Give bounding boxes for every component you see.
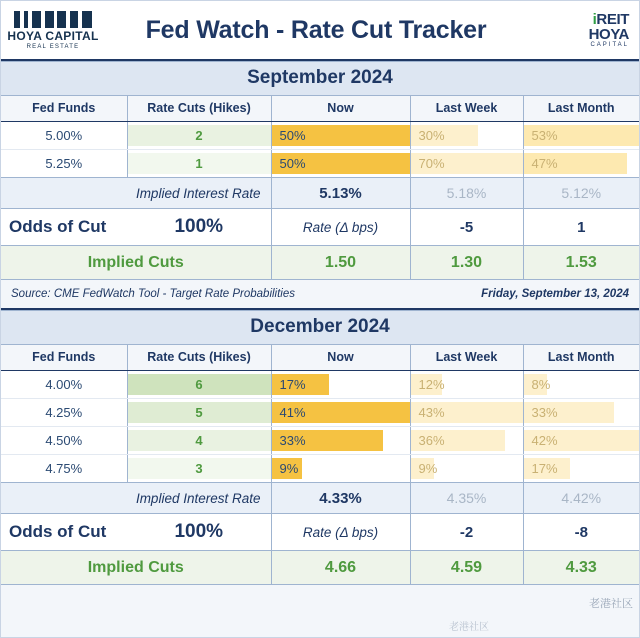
rate-delta-last-week: -5 [410, 209, 523, 246]
cell-fed-funds: 4.75% [1, 455, 127, 483]
hoya-capital-logo [7, 11, 99, 50]
implied-cuts-row [1, 551, 639, 585]
implied-rate-now: 5.13% [271, 178, 410, 209]
lastweek-value: 12% [418, 377, 445, 392]
now-value: 33% [279, 433, 306, 448]
cell-fed-funds: 4.00% [1, 371, 127, 399]
table-september [1, 96, 639, 310]
cell-rate-cuts [127, 122, 271, 150]
header [1, 1, 639, 61]
implied-cuts-row [1, 246, 639, 280]
col-fed-funds: Fed Funds [1, 96, 127, 122]
cell-last-week [410, 399, 523, 427]
lastmonth-bar-wrap [524, 372, 640, 397]
now-bar-wrap [272, 456, 410, 481]
col-last-month: Last Month [523, 96, 639, 122]
cell-last-month [523, 455, 639, 483]
cell-last-month [523, 122, 639, 150]
lastweek-bar-wrap [411, 400, 523, 425]
cell-rate-cuts [127, 150, 271, 178]
lastweek-bar-wrap [411, 151, 523, 176]
cuts-value: 3 [195, 461, 203, 476]
col-rate-cuts: Rate Cuts (Hikes) [127, 96, 271, 122]
cell-fed-funds: 5.25% [1, 150, 127, 178]
odds-value: 100% [127, 209, 271, 246]
table-header-row [1, 96, 639, 122]
odds-label: Odds of Cut [1, 514, 127, 551]
now-value: 50% [279, 156, 306, 171]
section-december [1, 310, 639, 585]
cuts-bar-wrap [128, 372, 271, 397]
cell-last-week [410, 150, 523, 178]
cell-last-week [410, 455, 523, 483]
as-of-date: Friday, September 13, 2024 [410, 280, 639, 310]
implied-cuts-label: Implied Cuts [1, 246, 271, 280]
cell-rate-cuts [127, 427, 271, 455]
implied-cuts-label: Implied Cuts [1, 551, 271, 585]
cell-last-week [410, 371, 523, 399]
table-row [1, 427, 639, 455]
watermark-main: 老港社区 [589, 598, 633, 610]
lastweek-bar-wrap [411, 428, 523, 453]
cuts-bar-wrap [128, 428, 271, 453]
skyline-icon [14, 11, 92, 28]
rate-delta-label: Rate (Δ bps) [271, 209, 410, 246]
implied-cuts-last-week: 1.30 [410, 246, 523, 280]
cuts-value: 6 [195, 377, 203, 392]
implied-rate-now: 4.33% [271, 483, 410, 514]
lastmonth-value: 53% [531, 128, 558, 143]
section-september [1, 61, 639, 310]
section-title-september: September 2024 [1, 61, 639, 96]
source-row [1, 280, 639, 310]
implied-cuts-last-month: 1.53 [523, 246, 639, 280]
implied-rate-last-month: 5.12% [523, 178, 639, 209]
logo-right-line2: HOYA [588, 26, 629, 43]
cuts-value: 2 [195, 128, 203, 143]
logo-left-line2: REAL ESTATE [26, 43, 80, 50]
table-row [1, 371, 639, 399]
now-bar-wrap [272, 372, 410, 397]
lastmonth-bar-wrap [524, 123, 640, 148]
logo-left-line1: HOYA CAPITAL [7, 28, 99, 43]
implied-rate-last-month: 4.42% [523, 483, 639, 514]
cell-now [271, 122, 410, 150]
cell-now [271, 455, 410, 483]
cuts-bar-wrap [128, 151, 271, 176]
lastmonth-value: 8% [531, 377, 551, 392]
implied-cuts-last-month: 4.33 [523, 551, 639, 585]
col-last-month: Last Month [523, 345, 639, 371]
implied-cuts-now: 4.66 [271, 551, 410, 585]
col-now: Now [271, 345, 410, 371]
cell-last-month [523, 371, 639, 399]
cuts-value: 4 [195, 433, 203, 448]
cell-rate-cuts [127, 371, 271, 399]
cuts-bar-wrap [128, 456, 271, 481]
cell-last-month [523, 150, 639, 178]
rate-delta-last-week: -2 [410, 514, 523, 551]
implied-rate-last-week: 4.35% [410, 483, 523, 514]
lastweek-bar-wrap [411, 123, 523, 148]
odds-label: Odds of Cut [1, 209, 127, 246]
rate-delta-last-month: 1 [523, 209, 639, 246]
watermark-sub: 老港社区 [449, 622, 489, 633]
lastweek-value: 30% [418, 128, 445, 143]
logo-right-line1: iREIT [592, 11, 629, 28]
lastweek-value: 70% [418, 156, 445, 171]
cell-fed-funds: 5.00% [1, 122, 127, 150]
cell-last-month [523, 399, 639, 427]
cell-fed-funds: 4.50% [1, 427, 127, 455]
lastmonth-bar-wrap [524, 456, 640, 481]
cell-now [271, 371, 410, 399]
lastweek-value: 36% [418, 433, 445, 448]
col-last-week: Last Week [410, 96, 523, 122]
now-value: 17% [279, 377, 306, 392]
cell-now [271, 399, 410, 427]
cell-rate-cuts [127, 399, 271, 427]
lastmonth-value: 33% [531, 405, 558, 420]
rate-delta-last-month: -8 [523, 514, 639, 551]
table-row [1, 455, 639, 483]
now-value: 9% [279, 461, 299, 476]
cell-last-month [523, 427, 639, 455]
cell-now [271, 150, 410, 178]
cell-last-week [410, 427, 523, 455]
now-bar-wrap [272, 400, 410, 425]
cell-fed-funds: 4.25% [1, 399, 127, 427]
lastmonth-value: 42% [531, 433, 558, 448]
lastweek-bar-wrap [411, 372, 523, 397]
now-value: 41% [279, 405, 306, 420]
lastmonth-value: 47% [531, 156, 558, 171]
implied-cuts-now: 1.50 [271, 246, 410, 280]
implied-rate-row [1, 178, 639, 209]
lastmonth-bar-wrap [524, 428, 640, 453]
cell-last-week [410, 122, 523, 150]
ireit-hoya-logo [533, 12, 633, 48]
table-header-row [1, 345, 639, 371]
logo-right-line3: CAPITAL [590, 42, 629, 48]
cuts-value: 1 [195, 156, 203, 171]
col-now: Now [271, 96, 410, 122]
cuts-value: 5 [195, 405, 203, 420]
lastmonth-bar-wrap [524, 400, 640, 425]
cell-rate-cuts [127, 455, 271, 483]
lastmonth-bar-wrap [524, 151, 640, 176]
now-bar-wrap [272, 428, 410, 453]
odds-value: 100% [127, 514, 271, 551]
table-row [1, 150, 639, 178]
col-last-week: Last Week [410, 345, 523, 371]
cuts-bar-wrap [128, 123, 271, 148]
cuts-bar-wrap [128, 400, 271, 425]
cell-now [271, 427, 410, 455]
implied-rate-row [1, 483, 639, 514]
implied-cuts-last-week: 4.59 [410, 551, 523, 585]
odds-row [1, 209, 639, 246]
implied-rate-last-week: 5.18% [410, 178, 523, 209]
col-rate-cuts: Rate Cuts (Hikes) [127, 345, 271, 371]
lastweek-bar-wrap [411, 456, 523, 481]
now-bar-wrap [272, 151, 410, 176]
source-text: Source: CME FedWatch Tool - Target Rate Probabilities [1, 280, 410, 310]
table-december [1, 345, 639, 585]
rate-delta-label: Rate (Δ bps) [271, 514, 410, 551]
lastweek-value: 9% [418, 461, 438, 476]
implied-rate-label: Implied Interest Rate [1, 178, 271, 209]
table-row [1, 399, 639, 427]
table-row [1, 122, 639, 150]
now-value: 50% [279, 128, 306, 143]
now-bar-wrap [272, 123, 410, 148]
page-title: Fed Watch - Rate Cut Tracker [145, 15, 487, 44]
lastweek-value: 43% [418, 405, 445, 420]
lastmonth-value: 17% [531, 461, 558, 476]
implied-rate-label: Implied Interest Rate [1, 483, 271, 514]
odds-row [1, 514, 639, 551]
logo-right-accent: i [592, 11, 597, 28]
col-fed-funds: Fed Funds [1, 345, 127, 371]
section-title-december: December 2024 [1, 310, 639, 345]
